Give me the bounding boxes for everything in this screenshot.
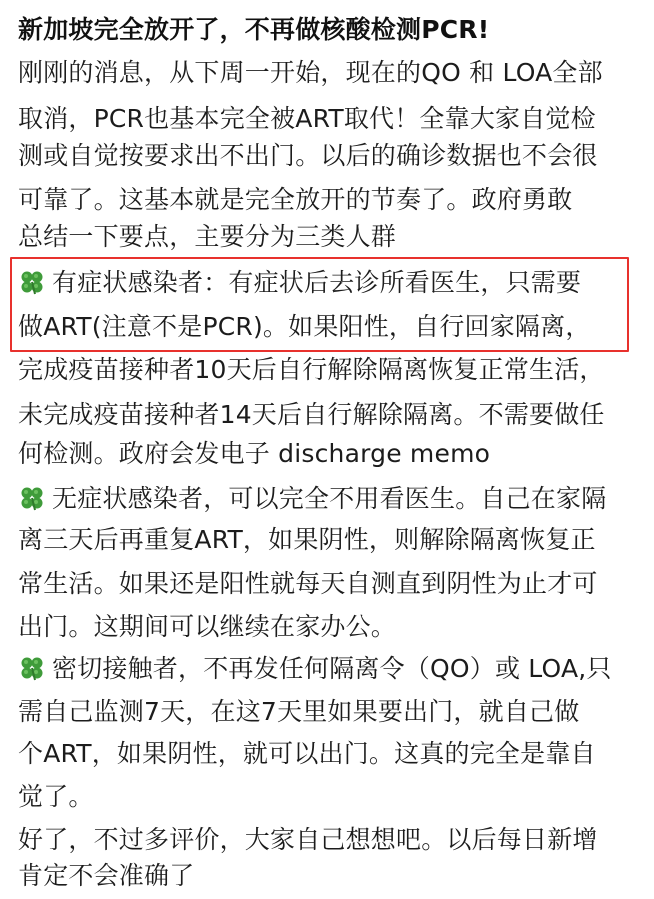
intro-line-2: 取消，PCR也基本完全被ART取代！全靠大家自觉检 — [18, 104, 596, 133]
closing-line-2: 肯定不会准确了 — [18, 861, 195, 890]
section3-line-1 — [18, 651, 612, 687]
section1-line-4: 未完成疫苗接种者14天后自行解除隔离。不需要做任 — [18, 400, 605, 429]
section2-line-3: 常生活。如果还是阳性就每天自测直到阴性为止才可 — [18, 569, 598, 598]
section2-heading-text: 无症状感染者，可以完全不用看医生。自己在家隔 — [52, 484, 607, 513]
section3-line-3: 个ART，如果阴性，就可以出门。这真的完全是靠自 — [18, 739, 596, 768]
four-leaf-clover-icon — [18, 654, 46, 682]
section2-line-4: 出门。这期间可以继续在家办公。 — [18, 612, 397, 641]
section3-line-2: 需自己监测7天，在这7天里如果要出门，就自己做 — [18, 697, 580, 726]
section1-line-2: 做ART(注意不是PCR)。如果阳性，自行回家隔离， — [18, 312, 591, 341]
section1-line-5: 何检测。政府会发电子 discharge memo — [18, 439, 491, 468]
section2-line-1 — [18, 481, 606, 517]
four-leaf-clover-icon — [18, 484, 46, 512]
intro-line-5: 总结一下要点，主要分为三类人群 — [18, 222, 397, 251]
intro-line-4: 可靠了。这基本就是完全放开的节奏了。政府勇敢 — [18, 185, 573, 214]
section1-heading-text: 有症状感染者：有症状后去诊所看医生，只需要 — [52, 268, 582, 297]
red-highlight-box — [10, 257, 629, 352]
section3-line-4: 觉了。 — [18, 782, 94, 811]
closing-line-1: 好了，不过多评价，大家自己想想吧。以后每日新增 — [18, 825, 598, 854]
intro-line-1: 刚刚的消息，从下周一开始，现在的QO 和 LOA全部 — [18, 58, 603, 87]
intro-line-3: 测或自觉按要求出不出门。以后的确诊数据也不会很 — [18, 141, 598, 170]
section2-line-2: 离三天后再重复ART，如果阴性，则解除隔离恢复正 — [18, 525, 596, 554]
section1-line-3: 完成疫苗接种者10天后自行解除隔离恢复正常生活， — [18, 355, 605, 384]
section3-heading-text: 密切接触者，不再发任何隔离令（QO）或 LOA,只 — [52, 654, 612, 683]
post-title: 新加坡完全放开了，不再做核酸检测PCR! — [18, 15, 490, 44]
